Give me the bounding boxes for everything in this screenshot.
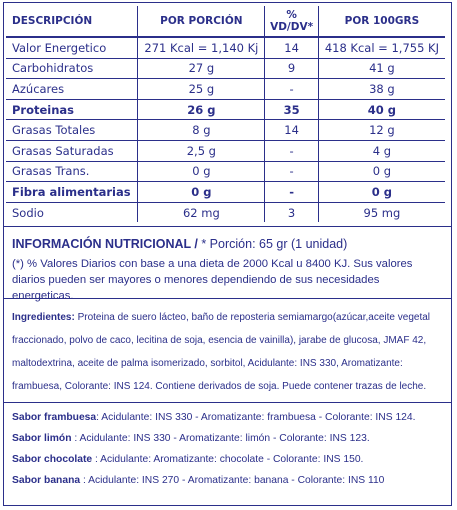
info-title-line [12,237,444,251]
table-row [6,37,445,58]
row-portion: 26 g [138,99,265,120]
row-per-100g: 38 g [318,79,445,100]
row-per-100g: 418 Kcal = 1,755 KJ [318,37,445,58]
row-portion: 271 Kcal = 1,140 Kj [138,37,265,58]
flavor-line [12,449,450,470]
row-description: Carbohidratos [6,58,138,79]
info-serving: * Porción: 65 gr (1 unidad) [197,237,348,251]
table-row [6,202,445,222]
row-description: Grasas Totales [6,120,138,141]
row-description: Azúcares [6,79,138,100]
nutrition-info-section [12,237,444,304]
flavor-text: : Acidulante: INS 330 - Aromatizante: frambuesa - Colorante: INS 124. [96,412,416,423]
flavor-label: Sabor frambuesa [12,412,97,423]
row-per-100g: 12 g [318,120,445,141]
row-daily-value: - [265,140,318,161]
info-note: (*) % Valores Diarios con base a una dieta de 2000 Kcal u 8400 KJ. Sus valores diarios pueden ser mayores o menores dependiendo de sus necesidades energeticas. [12,258,413,302]
table-row [6,161,445,182]
header-description: DESCRIPCIÓN [6,6,138,37]
row-daily-value: 14 [265,37,318,58]
section-divider [3,402,452,403]
row-portion: 8 g [138,120,265,141]
flavor-label: Sabor limón [12,433,72,444]
table-row [6,99,445,120]
row-daily-value: - [265,79,318,100]
flavors-section [12,407,450,491]
info-title: INFORMACIÓN NUTRICIONAL / [12,237,198,251]
nutrition-table [6,6,445,222]
row-portion: 25 g [138,79,265,100]
row-per-100g: 0 g [318,182,445,203]
row-daily-value: 9 [265,58,318,79]
row-description: Fibra alimentarias [6,182,138,203]
row-portion: 0 g [138,182,265,203]
flavor-label: Sabor chocolate [12,454,93,465]
row-daily-value: 35 [265,99,318,120]
table-row [6,120,445,141]
row-description: Valor Energetico [6,37,138,58]
row-per-100g: 41 g [318,58,445,79]
table-row [6,140,445,161]
row-per-100g: 95 mg [363,205,401,220]
header-daily-value: % VD/DV* [265,6,318,37]
row-per-100g: 0 g [318,161,445,182]
section-divider [3,298,452,299]
table-row [6,79,445,100]
flavor-line [12,428,450,449]
flavor-text: : Acidulante: INS 330 - Aromatizante: limón - Colorante: INS 123. [71,433,370,444]
header-portion: POR PORCIÓN [138,6,265,37]
ingredients-section [12,306,450,398]
flavor-text: : Acidulante: Aromatizante: chocolate - Colorante: INS 150. [92,454,364,465]
row-description: Grasas Saturadas [6,140,138,161]
row-per-100g: 4 g [318,140,445,161]
row-portion: 2,5 g [138,140,265,161]
row-description: Grasas Trans. [6,161,138,182]
row-daily-value: - [265,161,318,182]
ingredients-label: Ingredientes: [12,312,75,323]
row-portion: 27 g [138,58,265,79]
table-row [6,58,445,79]
row-per-100g: 40 g [318,99,445,120]
header-per-100g: POR 100GRS [344,15,420,27]
flavor-label: Sabor banana [12,475,81,486]
row-daily-value: 14 [265,120,318,141]
section-divider [3,226,452,227]
row-portion: 62 mg [138,202,265,222]
table-header-row [6,6,445,37]
table-row [6,182,445,203]
row-description: Proteinas [6,99,138,120]
flavor-text: : Acidulante: INS 270 - Aromatizante: banana - Colorante: INS 110 [80,475,385,486]
row-description: Sodio [6,202,138,222]
flavor-line [12,407,450,428]
flavor-line [12,470,450,491]
ingredients-text: Proteina de suero lácteo, baño de reposteria semiamargo(azúcar,aceite vegetal fraccionado, polvo de caco, lecitina de soja, esencia de vainilla), jarabe de glucosa, JMAF 42, maltodextrina, aceite de palma isomerizado, sorbitol, Acidulante: INS 330, Aromatizante: frambuesa, Colorante: INS 124. Contiene derivados de soja. Puede contener trazas de leche. [12,312,431,392]
row-daily-value: - [265,182,318,203]
row-portion: 0 g [138,161,265,182]
row-daily-value: 3 [265,202,318,222]
